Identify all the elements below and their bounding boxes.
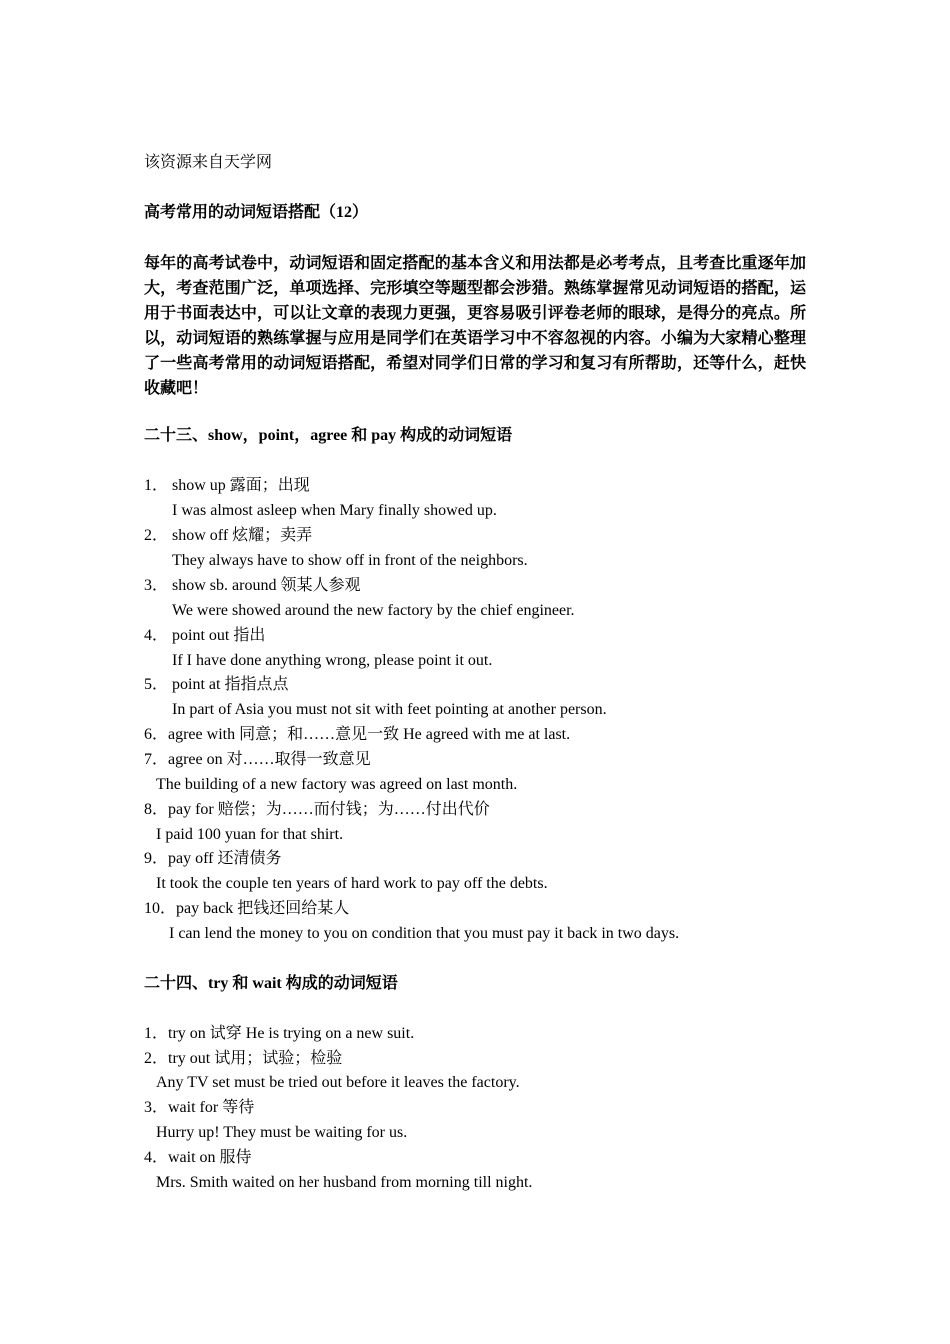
list-item: 4． point out 指出 xyxy=(144,627,266,644)
example-sentence: If I have done anything wrong, please point it out. xyxy=(172,652,493,669)
document-title: 高考常用的动词短语搭配（12） xyxy=(144,204,369,221)
example-sentence: Mrs. Smith waited on her husband from morning till night. xyxy=(156,1174,533,1191)
example-sentence: Any TV set must be tried out before it leaves the factory. xyxy=(156,1074,520,1091)
list-item: 5． point at 指指点点 xyxy=(144,676,289,693)
example-sentence: I was almost asleep when Mary finally showed up. xyxy=(172,502,497,519)
intro-paragraph: 每年的高考试卷中，动词短语和固定搭配的基本含义和用法都是必考考点，且考查比重逐年加大，考查范围广泛，单项选择、完形填空等题型都会涉猎。熟练掌握常见动词短语的搭配，运用于书面表达中，可以让文章的表现力更强，更容易吸引评卷老师的眼球，是得分的亮点。所以，动词短语的熟练掌握与应用是同学们在英语学习中不容忽视的内容。小编为大家精心整理了一些高考常用的动词短语搭配，希望对同学们日常的学习和复习有所帮助，还等什么，赶快收藏吧！ xyxy=(144,255,806,397)
list-item: 7．agree on 对……取得一致意见 xyxy=(144,751,371,768)
example-sentence: Hurry up! They must be waiting for us. xyxy=(156,1124,408,1141)
list-item: 6．agree with 同意；和……意见一致 He agreed with me at last. xyxy=(144,726,571,743)
example-sentence: They always have to show off in front of the neighbors. xyxy=(172,552,528,569)
section-heading: 二十三、show，point，agree 和 pay 构成的动词短语 xyxy=(144,427,513,444)
section-heading: 二十四、try 和 wait 构成的动词短语 xyxy=(144,975,398,992)
example-sentence: The building of a new factory was agreed on last month. xyxy=(156,776,518,793)
example-sentence: I can lend the money to you on condition that you must pay it back in two days. xyxy=(169,925,680,942)
list-item: 1．try on 试穿 He is trying on a new suit. xyxy=(144,1025,415,1042)
example-sentence: In part of Asia you must not sit with feet pointing at another person. xyxy=(172,701,607,718)
list-item: 2．try out 试用；试验；检验 xyxy=(144,1050,343,1067)
list-item: 3． show sb. around 领某人参观 xyxy=(144,577,361,594)
example-sentence: We were showed around the new factory by the chief engineer. xyxy=(172,602,575,619)
list-item: 3．wait for 等待 xyxy=(144,1099,255,1116)
list-item: 8．pay for 赔偿；为……而付钱；为……付出代价 xyxy=(144,801,490,818)
list-item: 2． show off 炫耀；卖弄 xyxy=(144,527,313,544)
list-item: 1． show up 露面；出现 xyxy=(144,477,310,494)
example-sentence: I paid 100 yuan for that shirt. xyxy=(156,826,344,843)
list-item: 10．pay back 把钱还回给某人 xyxy=(144,900,350,917)
list-item: 4．wait on 服侍 xyxy=(144,1149,252,1166)
example-sentence: It took the couple ten years of hard work to pay off the debts. xyxy=(156,875,548,892)
list-item: 9．pay off 还清债务 xyxy=(144,850,282,867)
source-note: 该资源来自天学网 xyxy=(144,154,273,171)
